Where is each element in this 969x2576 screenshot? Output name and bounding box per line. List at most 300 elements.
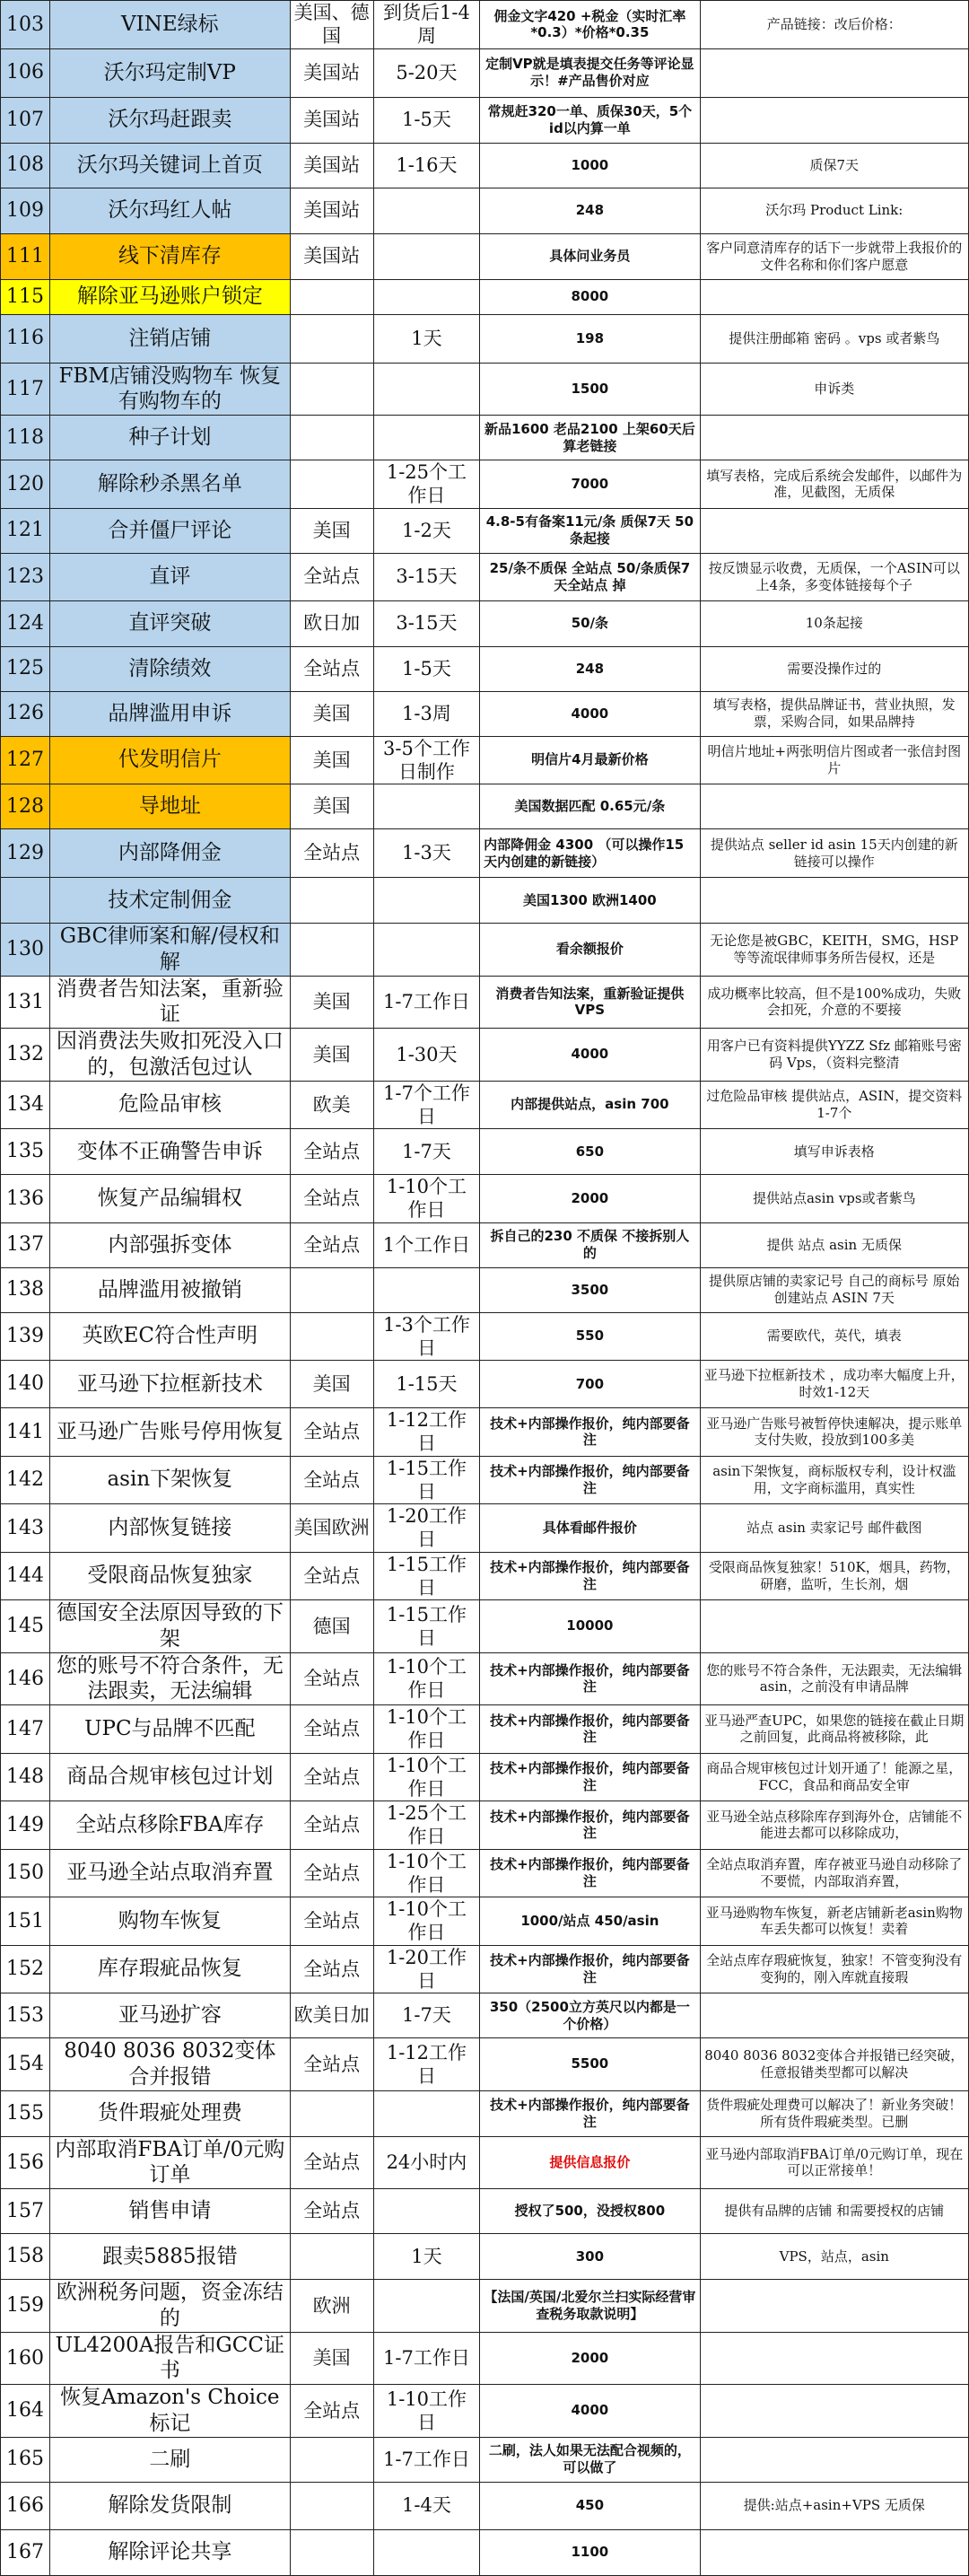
site-cell: 美国站 (290, 233, 373, 279)
service-name-cell: 种子计划 (50, 416, 291, 460)
turnaround-time-cell: 1-20工作日 (373, 1504, 479, 1553)
note-cell (700, 279, 968, 314)
turnaround-time-cell: 1-7天 (373, 1129, 479, 1175)
table-row (1, 1312, 969, 1361)
row-number-cell: 136 (1, 1175, 50, 1223)
site-cell: 全站点 (290, 1945, 373, 1993)
turnaround-time-cell (373, 878, 479, 924)
table-row (1, 2482, 969, 2529)
service-name-cell: 危险品审核 (50, 1081, 291, 1129)
row-number-cell: 158 (1, 2234, 50, 2280)
site-cell: 全站点 (290, 1222, 373, 1267)
row-number-cell: 142 (1, 1456, 50, 1504)
turnaround-time-cell: 1-10个工作日 (373, 1897, 479, 1946)
price-cell: 美国数据匹配 0.65元/条 (480, 784, 700, 829)
price-cell: 提供信息报价 (480, 2136, 700, 2189)
site-cell: 全站点 (290, 829, 373, 878)
table-row (1, 2385, 969, 2438)
service-name-cell: 跟卖5885报错 (50, 2234, 291, 2280)
service-name-cell: UPC与品牌不匹配 (50, 1705, 291, 1754)
service-name-cell: 代发明信片 (50, 736, 291, 784)
service-name-cell: asin下架恢复 (50, 1456, 291, 1504)
site-cell (290, 2437, 373, 2482)
turnaround-time-cell (373, 2529, 479, 2575)
turnaround-time-cell: 1-5天 (373, 97, 479, 143)
note-cell: 亚马逊下拉框新技术 ，成功率大幅度上升，时效1-12天 (700, 1361, 968, 1408)
turnaround-time-cell: 5-20天 (373, 48, 479, 97)
turnaround-time-cell: 1-7个工作日 (373, 1081, 479, 1129)
row-number-cell: 144 (1, 1552, 50, 1600)
table-row (1, 1705, 969, 1754)
service-name-cell: 品牌滥用被撤销 (50, 1267, 291, 1312)
note-cell: 亚马逊购物车恢复，新老店铺新老asin购物车丢失都可以恢复！卖着 (700, 1897, 968, 1946)
row-number-cell: 106 (1, 48, 50, 97)
row-number-cell: 152 (1, 1945, 50, 1993)
row-number-cell: 124 (1, 600, 50, 646)
table-row (1, 233, 969, 279)
service-name-cell: 解除评论共享 (50, 2529, 291, 2575)
price-cell: 技术+内部操作报价，纯内部要备注 (480, 1408, 700, 1457)
table-row (1, 1408, 969, 1457)
note-cell: 提供原店铺的卖家记号 自己的商标号 原始创建站点 ASIN 7天 (700, 1267, 968, 1312)
price-cell: 5500 (480, 2038, 700, 2091)
row-number-cell: 154 (1, 2038, 50, 2091)
price-cell: 8000 (480, 279, 700, 314)
service-name-cell: 亚马逊扩容 (50, 1993, 291, 2038)
table-row (1, 1849, 969, 1897)
service-name-cell: 购物车恢复 (50, 1897, 291, 1946)
price-cell: 技术+内部操作报价，纯内部要备注 (480, 1849, 700, 1897)
price-cell: 700 (480, 1361, 700, 1408)
note-cell: 亚马逊内部取消FBA订单/0元购订单，现在可以正常接单！ (700, 2136, 968, 2189)
table-row (1, 97, 969, 143)
note-cell: 提供有品牌的店铺 和需要授权的店铺 (700, 2189, 968, 2234)
price-cell: 常规赶320一单、质保30天，5个id以内算一单 (480, 97, 700, 143)
table-row (1, 1897, 969, 1946)
service-name-cell: 亚马逊全站点取消弃置 (50, 1849, 291, 1897)
service-name-cell: 变体不正确警告申诉 (50, 1129, 291, 1175)
turnaround-time-cell (373, 1267, 479, 1312)
site-cell: 美国 (290, 784, 373, 829)
price-cell: 450 (480, 2482, 700, 2529)
table-row (1, 2136, 969, 2189)
service-name-cell: 欧洲税务问题，资金冻结的 (50, 2280, 291, 2333)
note-cell (700, 416, 968, 460)
row-number-cell: 126 (1, 691, 50, 736)
turnaround-time-cell: 1天 (373, 314, 479, 363)
service-name-cell: 线下清库存 (50, 233, 291, 279)
note-cell: 申诉类 (700, 363, 968, 416)
table-row (1, 143, 969, 188)
turnaround-time-cell: 1-4天 (373, 2482, 479, 2529)
price-cell: 佣金文字420 +税金（实时汇率*0.3）*价格*0.35 (480, 1, 700, 49)
service-name-cell: 二刷 (50, 2437, 291, 2482)
site-cell: 美国 (290, 736, 373, 784)
site-cell: 全站点 (290, 1801, 373, 1850)
service-name-cell: 合并僵尸评论 (50, 508, 291, 553)
table-row (1, 1361, 969, 1408)
turnaround-time-cell (373, 2090, 479, 2136)
row-number-cell: 125 (1, 646, 50, 691)
site-cell: 全站点 (290, 1652, 373, 1705)
turnaround-time-cell: 1-7工作日 (373, 2437, 479, 2482)
site-cell: 全站点 (290, 1408, 373, 1457)
turnaround-time-cell (373, 2280, 479, 2333)
table-row (1, 691, 969, 736)
row-number-cell: 103 (1, 1, 50, 49)
service-name-cell: 清除绩效 (50, 646, 291, 691)
service-name-cell: 内部取消FBA订单/0元购订单 (50, 2136, 291, 2189)
turnaround-time-cell (373, 279, 479, 314)
table-row (1, 646, 969, 691)
table-row (1, 2038, 969, 2091)
site-cell (290, 2482, 373, 2529)
site-cell: 美国、德国 (290, 1, 373, 49)
row-number-cell: 128 (1, 784, 50, 829)
row-number-cell: 160 (1, 2332, 50, 2385)
row-number-cell: 132 (1, 1029, 50, 1082)
table-row (1, 1504, 969, 1553)
table-row (1, 829, 969, 878)
row-number-cell: 108 (1, 143, 50, 188)
service-name-cell: 全站点移除FBA库存 (50, 1801, 291, 1850)
site-cell: 德国 (290, 1600, 373, 1653)
note-cell: 成功概率比较高，但不是100%成功，失败会扣死，介意的不要接 (700, 976, 968, 1029)
note-cell: 您的账号不符合条件，无法跟卖，无法编辑asin，之前没有申请品牌 (700, 1652, 968, 1705)
site-cell: 美国站 (290, 48, 373, 97)
table-row (1, 1267, 969, 1312)
site-cell: 美国 (290, 691, 373, 736)
note-cell: 提供站点 seller id asin 15天内创建的新链接可以操作 (700, 829, 968, 878)
service-name-cell: 英欧EC符合性声明 (50, 1312, 291, 1361)
site-cell: 美国 (290, 2332, 373, 2385)
note-cell: 按反馈显示收费，无质保，一个ASIN可以上4条，多变体链接每个子 (700, 553, 968, 600)
turnaround-time-cell: 1-15工作日 (373, 1456, 479, 1504)
note-cell: 填写申诉表格 (700, 1129, 968, 1175)
price-cell: 3500 (480, 1267, 700, 1312)
site-cell: 欧美 (290, 1081, 373, 1129)
price-cell: 350（2500立方英尺以内都是一个价格） (480, 1993, 700, 2038)
site-cell: 美国站 (290, 143, 373, 188)
price-cell: 1000 (480, 143, 700, 188)
table-row (1, 2529, 969, 2575)
note-cell: 货件瑕疵处理费可以解决了！新业务突破！所有货件瑕疵类型。已删 (700, 2090, 968, 2136)
price-cell: 技术+内部操作报价，纯内部要备注 (480, 1456, 700, 1504)
price-cell: 4.8-5有备案11元/条 质保7天 50条起接 (480, 508, 700, 553)
service-name-cell: UL4200A报告和GCC证书 (50, 2332, 291, 2385)
row-number-cell: 107 (1, 97, 50, 143)
site-cell (290, 878, 373, 924)
service-name-cell: 8040 8036 8032变体合并报错 (50, 2038, 291, 2091)
table-row (1, 508, 969, 553)
service-name-cell: 销售申请 (50, 2189, 291, 2234)
note-cell (700, 2385, 968, 2438)
price-cell: 具体问业务员 (480, 233, 700, 279)
note-cell (700, 784, 968, 829)
service-name-cell: 货件瑕疵处理费 (50, 2090, 291, 2136)
turnaround-time-cell: 1-3周 (373, 691, 479, 736)
site-cell: 全站点 (290, 1897, 373, 1946)
turnaround-time-cell: 1-12工作日 (373, 2038, 479, 2091)
site-cell (290, 314, 373, 363)
row-number-cell: 117 (1, 363, 50, 416)
table-row (1, 2280, 969, 2333)
service-name-cell: 沃尔玛定制VP (50, 48, 291, 97)
note-cell: 全站点取消弃置，库存被亚马逊自动移除了不要慌，内部取消弃置， (700, 1849, 968, 1897)
note-cell: 用客户已有资料提供YYZZ Sfz 邮箱账号密码 Vps，（资料完整清 (700, 1029, 968, 1082)
site-cell (290, 416, 373, 460)
price-cell: 50/条 (480, 600, 700, 646)
turnaround-time-cell: 24小时内 (373, 2136, 479, 2189)
site-cell: 全站点 (290, 1129, 373, 1175)
turnaround-time-cell: 1-3个工作日 (373, 1312, 479, 1361)
row-number-cell: 167 (1, 2529, 50, 2575)
note-cell: 无论您是被GBC，KEITH，SMG，HSP等等流氓律师事务所告侵权，还是 (700, 924, 968, 977)
price-cell: 4000 (480, 691, 700, 736)
turnaround-time-cell: 1-10个工作日 (373, 1705, 479, 1754)
note-cell: 产品链接：改后价格： (700, 1, 968, 49)
note-cell: 客户同意清库存的话下一步就带上我报价的文件名称和你们客户愿意 (700, 233, 968, 279)
note-cell: 沃尔玛 Product Link: (700, 188, 968, 233)
site-cell (290, 2234, 373, 2280)
site-cell: 全站点 (290, 1753, 373, 1801)
table-row (1, 1222, 969, 1267)
price-cell: 2000 (480, 2332, 700, 2385)
row-number-cell: 118 (1, 416, 50, 460)
row-number-cell: 129 (1, 829, 50, 878)
site-cell: 欧洲 (290, 2280, 373, 2333)
table-row (1, 1945, 969, 1993)
price-cell: 550 (480, 1312, 700, 1361)
note-cell (700, 1993, 968, 2038)
row-number-cell: 123 (1, 553, 50, 600)
note-cell: 全站点库存瑕疵恢复，独家！不管变狗没有变狗的，刚入库就直接瑕 (700, 1945, 968, 1993)
row-number-cell: 137 (1, 1222, 50, 1267)
site-cell (290, 1267, 373, 1312)
site-cell (290, 279, 373, 314)
row-number-cell: 141 (1, 1408, 50, 1457)
turnaround-time-cell (373, 363, 479, 416)
note-cell: 明信片地址+两张明信片图或者一张信封图片 (700, 736, 968, 784)
row-number-cell: 121 (1, 508, 50, 553)
table-row (1, 363, 969, 416)
note-cell: VPS，站点，asin (700, 2234, 968, 2280)
turnaround-time-cell: 1-10个工作日 (373, 1753, 479, 1801)
turnaround-time-cell: 1-15工作日 (373, 1552, 479, 1600)
table-row (1, 1993, 969, 2038)
table-row (1, 1081, 969, 1129)
site-cell (290, 2090, 373, 2136)
site-cell (290, 460, 373, 509)
site-cell: 全站点 (290, 1552, 373, 1600)
row-number-cell: 155 (1, 2090, 50, 2136)
row-number-cell: 159 (1, 2280, 50, 2333)
note-cell: 需要没操作过的 (700, 646, 968, 691)
table-row (1, 1175, 969, 1223)
note-cell (700, 2332, 968, 2385)
note-cell (700, 97, 968, 143)
price-cell: 定制VP就是填表提交任务等评论显示！#产品售价对应 (480, 48, 700, 97)
note-cell: 提供站点asin vps或者紫鸟 (700, 1175, 968, 1223)
turnaround-time-cell: 1-25个工作日 (373, 1801, 479, 1850)
site-cell: 全站点 (290, 1705, 373, 1754)
row-number-cell: 134 (1, 1081, 50, 1129)
turnaround-time-cell: 3-15天 (373, 600, 479, 646)
site-cell: 全站点 (290, 2136, 373, 2189)
price-cell: 技术+内部操作报价，纯内部要备注 (480, 1652, 700, 1705)
price-cell: 10000 (480, 1600, 700, 1653)
turnaround-time-cell: 1个工作日 (373, 1222, 479, 1267)
note-cell: 填写表格，完成后系统会发邮件，以邮件为准，见截图，无质保 (700, 460, 968, 509)
row-number-cell: 120 (1, 460, 50, 509)
service-name-cell: 库存瑕疵品恢复 (50, 1945, 291, 1993)
site-cell: 欧日加 (290, 600, 373, 646)
price-cell: 具体看邮件报价 (480, 1504, 700, 1553)
turnaround-time-cell: 1-3天 (373, 829, 479, 878)
service-name-cell: 德国安全法原因导致的下架 (50, 1600, 291, 1653)
table-row (1, 416, 969, 460)
service-name-cell: 技术定制佣金 (50, 878, 291, 924)
note-cell (700, 2529, 968, 2575)
row-number-cell: 148 (1, 1753, 50, 1801)
row-number-cell: 166 (1, 2482, 50, 2529)
table-row (1, 188, 969, 233)
table-row (1, 878, 969, 924)
turnaround-time-cell: 1-15工作日 (373, 1600, 479, 1653)
turnaround-time-cell: 3-5个工作日制作 (373, 736, 479, 784)
price-cell: 技术+内部操作报价，纯内部要备注 (480, 1552, 700, 1600)
table-row (1, 1753, 969, 1801)
row-number-cell (1, 878, 50, 924)
site-cell: 美国 (290, 976, 373, 1029)
note-cell: 亚马逊严查UPC，如果您的链接在截止日期之前回复，此商品将被移除，此 (700, 1705, 968, 1754)
price-cell: 技术+内部操作报价，纯内部要备注 (480, 1801, 700, 1850)
service-name-cell: 恢复Amazon's Choice标记 (50, 2385, 291, 2438)
table-row (1, 924, 969, 977)
table-row (1, 1456, 969, 1504)
price-cell: 4000 (480, 1029, 700, 1082)
turnaround-time-cell (373, 188, 479, 233)
table-row (1, 460, 969, 509)
turnaround-time-cell: 1-16天 (373, 143, 479, 188)
table-row (1, 784, 969, 829)
row-number-cell: 143 (1, 1504, 50, 1553)
service-name-cell: 直评突破 (50, 600, 291, 646)
row-number-cell: 130 (1, 924, 50, 977)
price-cell: 1100 (480, 2529, 700, 2575)
turnaround-time-cell: 1-25个工作日 (373, 460, 479, 509)
site-cell: 全站点 (290, 646, 373, 691)
price-cell: 248 (480, 646, 700, 691)
site-cell: 美国站 (290, 188, 373, 233)
table-row (1, 1801, 969, 1850)
site-cell: 欧美日加 (290, 1993, 373, 2038)
table-row (1, 1029, 969, 1082)
turnaround-time-cell: 3-15天 (373, 553, 479, 600)
service-name-cell: 导地址 (50, 784, 291, 829)
row-number-cell: 115 (1, 279, 50, 314)
note-cell: 受限商品恢复独家！510K，烟具，药物，研磨，监听，生长剂，烟 (700, 1552, 968, 1600)
price-cell: 消费者告知法案，重新验证提供VPS (480, 976, 700, 1029)
price-cell: 授权了500，没授权800 (480, 2189, 700, 2234)
price-cell: 看余额报价 (480, 924, 700, 977)
service-name-cell: 解除发货限制 (50, 2482, 291, 2529)
note-cell: asin下架恢复，商标版权专利，设计权滥用，文字商标滥用，真实性 (700, 1456, 968, 1504)
price-cell: 技术+内部操作报价，纯内部要备注 (480, 1705, 700, 1754)
turnaround-time-cell: 1-12工作日 (373, 1408, 479, 1457)
site-cell: 全站点 (290, 1175, 373, 1223)
site-cell: 美国 (290, 508, 373, 553)
service-name-cell: 品牌滥用申诉 (50, 691, 291, 736)
row-number-cell: 153 (1, 1993, 50, 2038)
service-name-cell: 沃尔玛关键词上首页 (50, 143, 291, 188)
turnaround-time-cell (373, 2189, 479, 2234)
note-cell: 8040 8036 8032变体合并报错已经突破，任意报错类型都可以解决 (700, 2038, 968, 2091)
service-name-cell: 注销店铺 (50, 314, 291, 363)
site-cell: 全站点 (290, 1456, 373, 1504)
row-number-cell: 135 (1, 1129, 50, 1175)
turnaround-time-cell: 1-7工作日 (373, 2332, 479, 2385)
service-name-cell: 直评 (50, 553, 291, 600)
note-cell (700, 2280, 968, 2333)
price-cell: 248 (480, 188, 700, 233)
note-cell: 站点 asin 卖家记号 邮件截图 (700, 1504, 968, 1553)
table-row (1, 314, 969, 363)
turnaround-time-cell: 1-7天 (373, 1993, 479, 2038)
price-cell: 25/条不质保 全站点 50/条质保7天全站点 掉 (480, 553, 700, 600)
table-row (1, 2234, 969, 2280)
row-number-cell: 157 (1, 2189, 50, 2234)
turnaround-time-cell (373, 416, 479, 460)
price-cell: 明信片4月最新价格 (480, 736, 700, 784)
table-row (1, 2189, 969, 2234)
note-cell: 需要欧代，英代，填表 (700, 1312, 968, 1361)
service-name-cell: 亚马逊广告账号停用恢复 (50, 1408, 291, 1457)
turnaround-time-cell: 1-30天 (373, 1029, 479, 1082)
row-number-cell: 146 (1, 1652, 50, 1705)
table-body (1, 1, 969, 2576)
turnaround-time-cell: 1-5天 (373, 646, 479, 691)
price-cell: 内部降佣金 4300 （可以操作15天内创建的新链接） (480, 829, 700, 878)
note-cell: 填写表格，提供品牌证书，营业执照，发票，采购合同，如果品牌持 (700, 691, 968, 736)
note-cell: 提供注册邮箱 密码 。vps 或者紫鸟 (700, 314, 968, 363)
service-name-cell: 商品合规审核包过计划 (50, 1753, 291, 1801)
note-cell: 商品合规审核包过计划开通了！能源之星，FCC，食品和商品安全审 (700, 1753, 968, 1801)
service-name-cell: 内部强拆变体 (50, 1222, 291, 1267)
turnaround-time-cell (373, 784, 479, 829)
price-cell: 4000 (480, 2385, 700, 2438)
note-cell: 过危险品审核 提供站点，ASIN，提交资料1-7个 (700, 1081, 968, 1129)
table-row (1, 1129, 969, 1175)
table-row (1, 1652, 969, 1705)
price-cell: 技术+内部操作报价，纯内部要备注 (480, 1753, 700, 1801)
price-cell: 美国1300 欧洲1400 (480, 878, 700, 924)
turnaround-time-cell (373, 924, 479, 977)
turnaround-time-cell: 1-7工作日 (373, 976, 479, 1029)
price-cell: 拆自己的230 不质保 不接拆别人的 (480, 1222, 700, 1267)
note-cell: 亚马逊全站点移除库存到海外仓，店铺能不能进去都可以移除成功， (700, 1801, 968, 1850)
table-row (1, 1600, 969, 1653)
turnaround-time-cell: 1-20工作日 (373, 1945, 479, 1993)
price-cell: 内部提供站点，asin 700 (480, 1081, 700, 1129)
price-cell: 650 (480, 1129, 700, 1175)
table-row (1, 2332, 969, 2385)
site-cell: 美国欧洲 (290, 1504, 373, 1553)
table-row (1, 1, 969, 49)
service-name-cell: GBC律师案和解/侵权和解 (50, 924, 291, 977)
service-name-cell: 解除秒杀黑名单 (50, 460, 291, 509)
note-cell: 质保7天 (700, 143, 968, 188)
